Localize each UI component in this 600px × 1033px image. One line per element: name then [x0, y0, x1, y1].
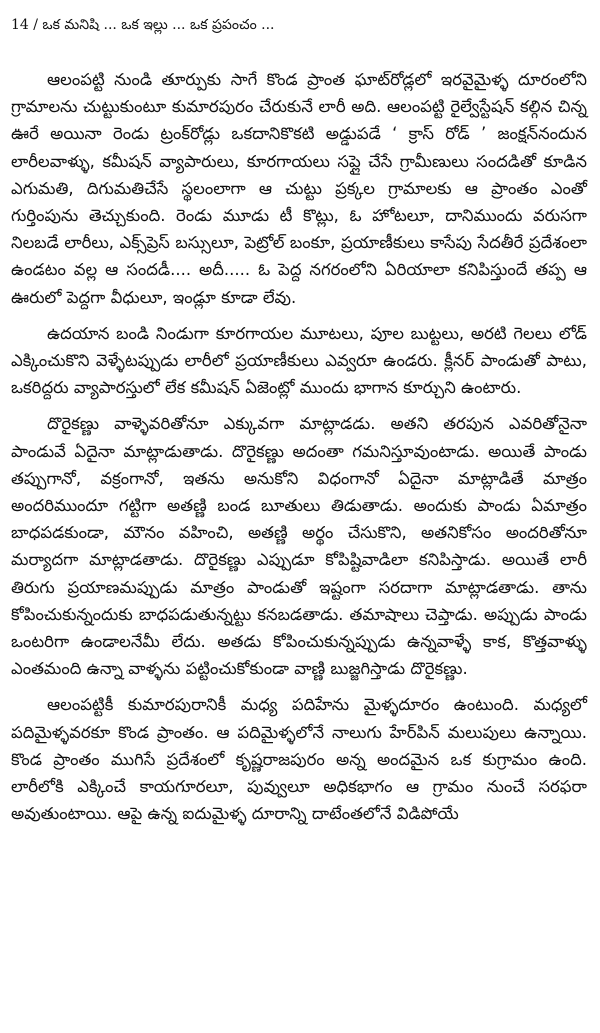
paragraph-4: ఆలంపట్టికీ కుమారపురానికీ మధ్య పదిహేను మైళ్ళదూరం ఉంటుంది. మధ్యలో పదిమైళ్ళవరకూ కొండ ప్రాంతం. ఆ పదిమైళ్ళలోనే నాలుగు హేర్‌పిన్ మలుపులు ఉన్నాయి. కొండ ప్రాంతం ముగిసే ప్రదేశంలో కృష్ణరాజపురం అన్న అందమైన ఒక కుగ్రామం ఉంది. లారీలోకి ఎక్కించే కాయగూరలూ, పువ్వులూ అధికభాగం ఆ గ్రామం నుంచే సరఫరా అవుతుంటాయి. ఆపై ఉన్న ఐదుమైళ్ళ దూరాన్ని దాటేంతలోనే విడిపోయే: [11, 695, 587, 824]
running-header: 14 / ఒక మనిషి ... ఒక ఇల్లు ... ఒక ప్రపంచం ...: [11, 17, 275, 33]
paragraph-3: దొరైకణ్ణు వాళ్ళెవరితోనూ ఎక్కువగా మాట్లాడడు. అతని తరపున ఎవరితోనైనా పాండువే ఏదైనా మాట్లాడుతాడు. దొరైకణ్ణు అదంతా గమనిస్తూవుంటాడు. అయితే పాండు తప్పుగానో, వక్రంగానో, ఇతను అనుకోని విధంగానో ఏదైనా మాట్లాడితే మాత్రం అందరిముందూ గట్టిగా అతణ్ణి బండ బూతులు తిడుతాడు. అందుకు పాండు ఏమాత్రం బాధపడకుండా, మౌనం వహించి, అతణ్ణి అర్థం చేసుకొని, అతనికోసం అందరితోనూ మర్యాదగా మాట్లాడతాడు. దొరైకణ్ణు ఎప్పుడూ కోపిష్టివాడిలా కనిపిస్తాడు. అయితే లారీ తిరుగు ప్రయాణమప్పుడు మాత్రం పాండుతో ఇష్టంగా సరదాగా మాట్లాడతాడు. తాను కోపించుకున్నందుకు బాధపడుతున్నట్టు కనబడతాడు. తమాషాలు చెప్తాడు. అప్పుడు పాండు ఒంటరిగా ఉండాలనేమీ లేదు. అతడు కోపించుకున్నప్పుడు ఉన్నవాళ్ళే కాక, కొత్తవాళ్ళు ఎంతమంది ఉన్నా వాళ్ళను పట్టించుకోకుండా వాణ్ణి బుజ్జగిస్తాడు దొరైకణ్ణు.: [11, 414, 587, 679]
body-text: [11, 66, 587, 827]
paragraph-1: ఆలంపట్టి నుండి తూర్పుకు సాగే కొండ ప్రాంత ఘాట్‌రోడ్లలో ఇరవైమైళ్ళ దూరంలోని గ్రామాలను చుట్టుకుంటూ కుమారపురం చేరుకునే లారీ అది. ఆలంపట్టి రైల్వేస్టేషన్ కల్గిన చిన్న ఊరే అయినా రెండు ట్రంక్‌రోడ్లు ఒకదానికొకటి అడ్డుపడే ‘ క్రాస్ రోడ్ ’ జంక్షన్‌నందున లారీలవాళ్ళు, కమీషన్ వ్యాపారులు, కూరగాయలు సప్లై చేసే గ్రామీణులు సందడితో కూడిన ఎగుమతి, దిగుమతిచేసే స్థలంలాగా ఆ చుట్టు ప్రక్కల గ్రామాలకు ఆ ప్రాంతం ఎంతో గుర్తింపును తెచ్చుకుంది. రెండు మూడు టీ కొట్లు, ఓ హోటలూ, దానిముందు వరుసగా నిలబడే లారీలు, ఎక్స్‌ప్రెస్ బస్సులూ, పెట్రోల్ బంకూ, ప్రయాణీకులు కాసేపు సేదతీరే ప్రదేశంలా ఉండటం వల్ల ఆ సందడీ.... అదీ..... ఓ పెద్ద నగరంలోని ఏరియాలా కనిపిస్తుందే తప్ప ఆ ఊరులో పెద్దగా వీధులూ, ఇండ్లూ కూడా లేవు.: [11, 70, 587, 307]
paragraph-2: ఉదయాన బండి నిండుగా కూరగాయల మూటలు, పూల బుట్టలు, అరటి గెలలు లోడ్ ఎక్కించుకొని వెళ్ళేటప్పుడు లారీలో ప్రయాణీకులు ఎవ్వరూ ఉండరు. క్లీనర్ పాండుతో పాటు, ఒకరిద్దరు వ్యాపారస్తులో లేక కమీషన్ ఏజెంట్లో ముందు భాగాన కూర్చుని ఉంటారు.: [11, 323, 587, 398]
